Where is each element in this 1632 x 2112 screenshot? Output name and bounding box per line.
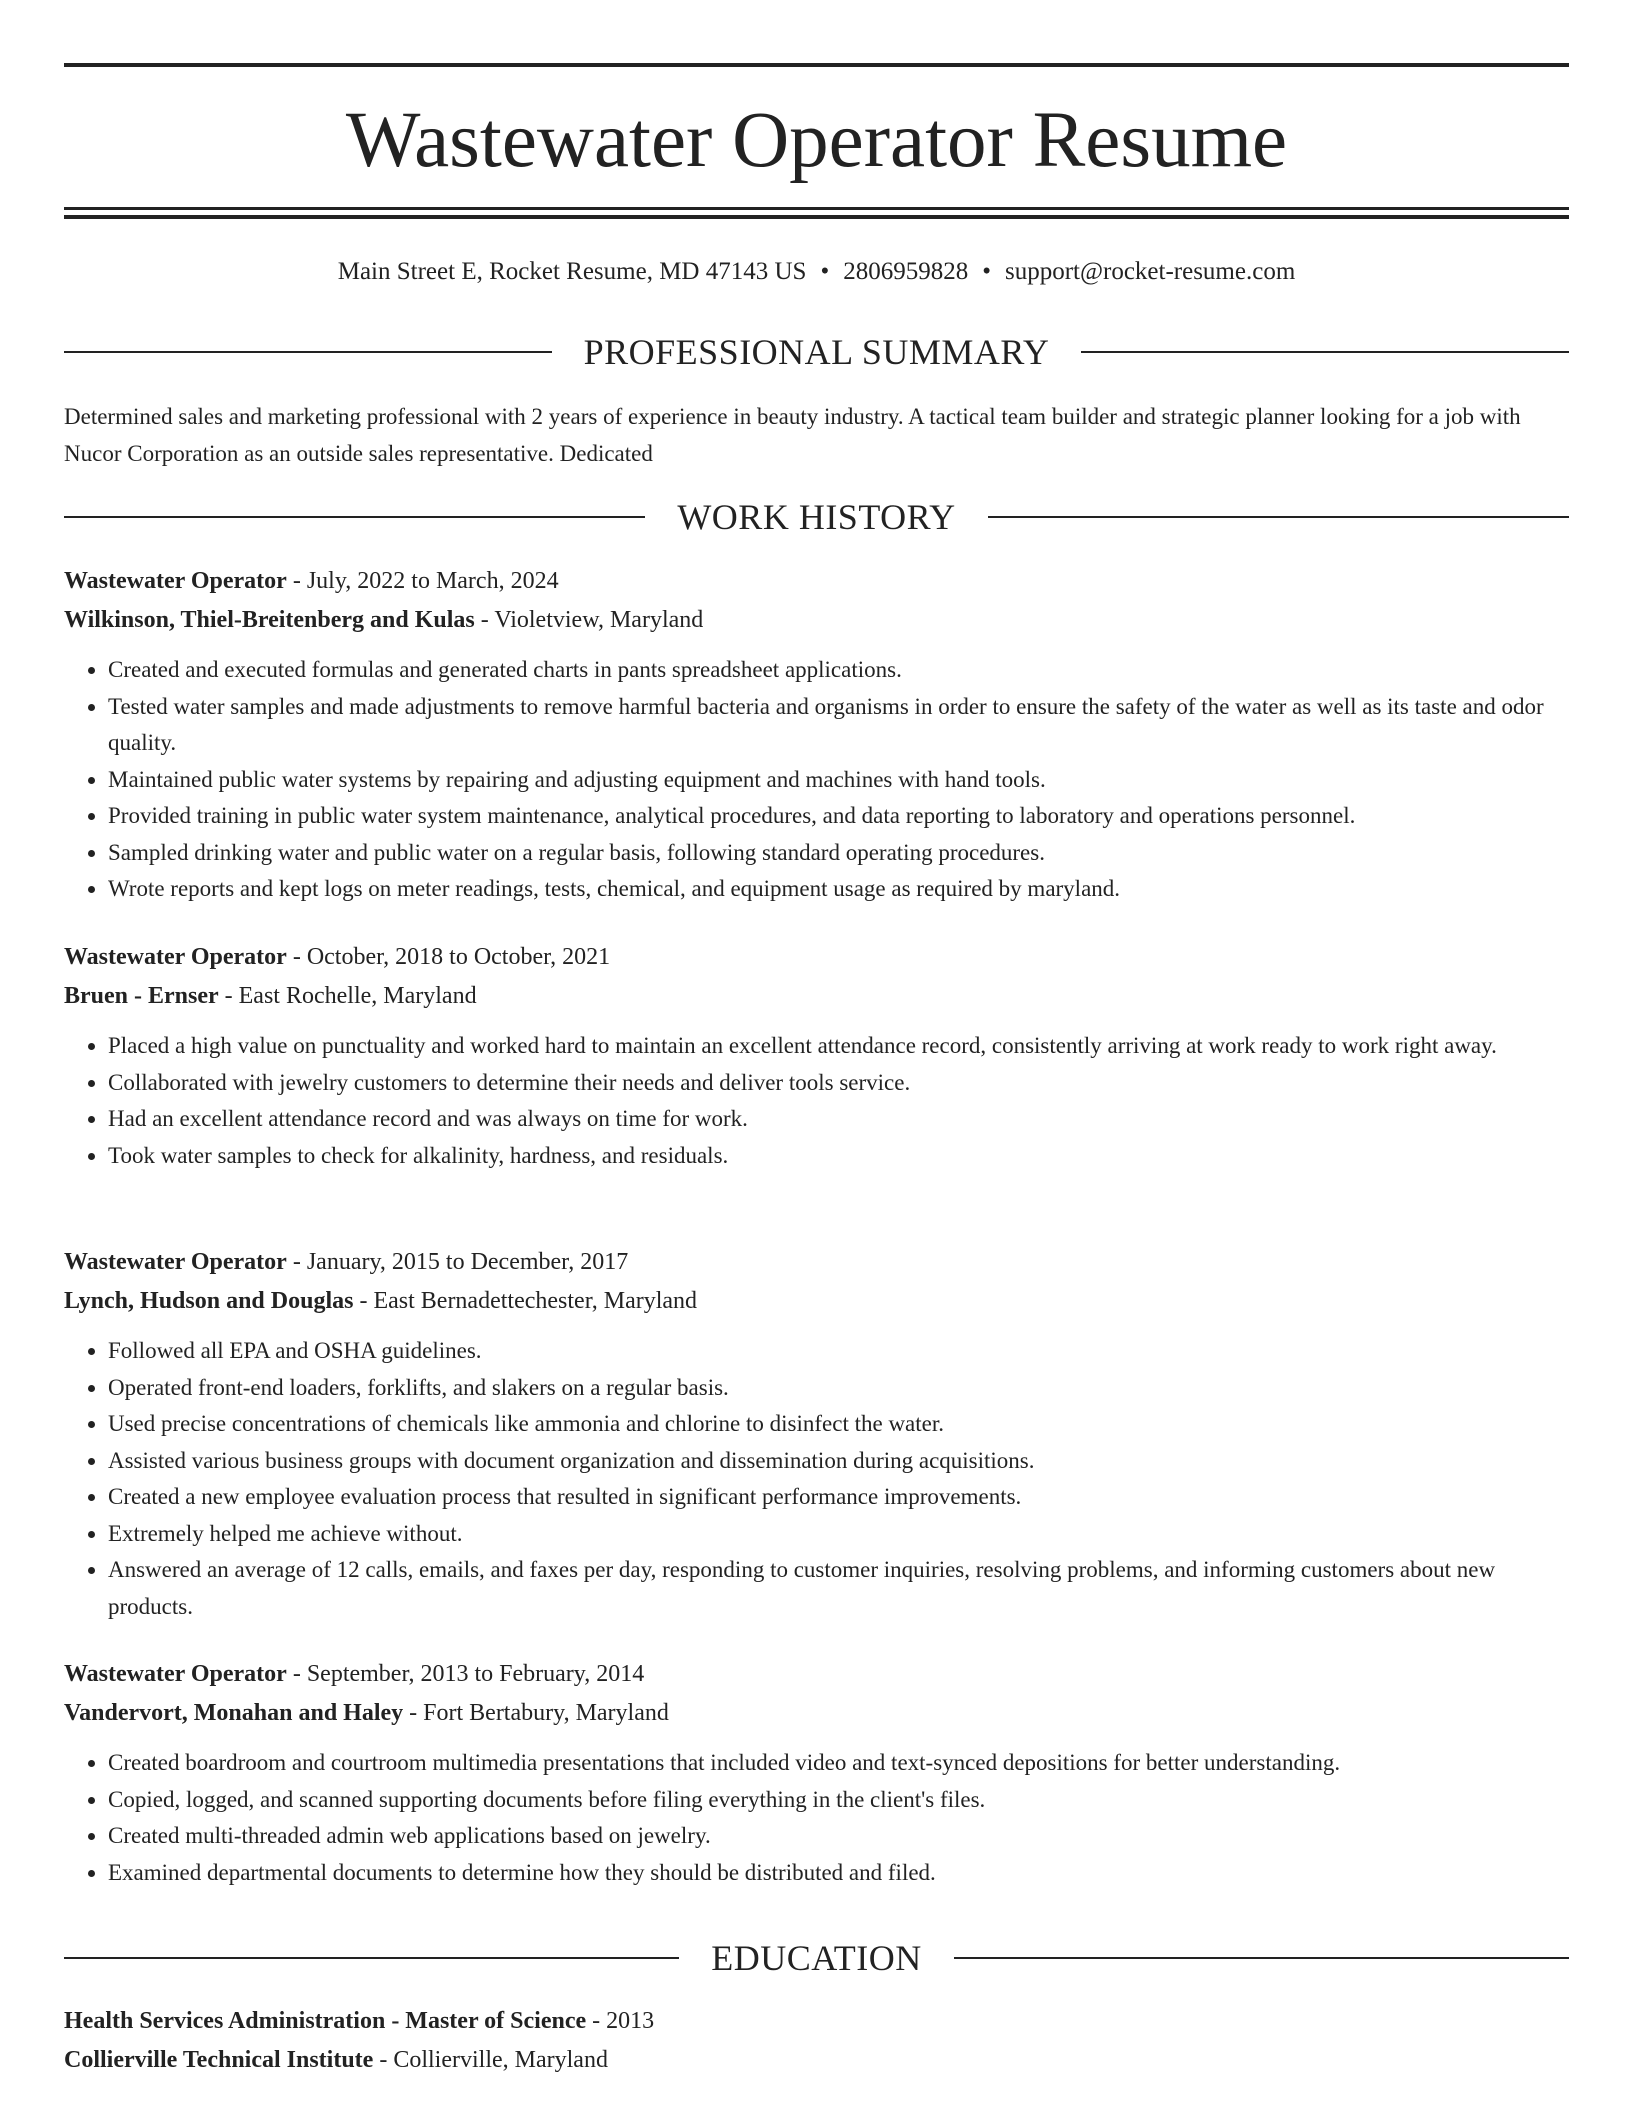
- job-bullet: • Tested water samples and made adjustments to remove harmful bacteria and organisms in order to ensure the safety of the water as well as its taste and odor quality.: [108, 689, 1569, 762]
- job-bullet: • Took water samples to check for alkalinity, hardness, and residuals.: [108, 1138, 1569, 1175]
- education-year: - 2013: [586, 2008, 655, 2034]
- education-section-heading: [64, 1933, 1569, 1983]
- education-school-line: [64, 2041, 1569, 2080]
- job-bullets: [64, 1745, 1569, 1891]
- contact-separator: •: [982, 258, 991, 285]
- job-bullets: [64, 1028, 1569, 1174]
- education-degree: Health Services Administration - Master of Science: [64, 2008, 587, 2034]
- job-bullet: • Answered an average of 12 calls, emails, and faxes per day, responding to customer inquiries, resolving problems, and informing customers about new products.: [108, 1552, 1569, 1625]
- job-title-line: [64, 1655, 1569, 1694]
- job-company-line: [64, 1282, 1569, 1321]
- job-company: Vandervort, Monahan and Haley: [64, 1700, 404, 1726]
- job-bullet: • Extremely helped me achieve without.: [108, 1516, 1569, 1553]
- summary-section-heading: [64, 327, 1569, 377]
- job-bullet: • Examined departmental documents to determine how they should be distributed and filed.: [108, 1855, 1569, 1892]
- heading-rule-right: [1081, 351, 1569, 353]
- job-location: - East Bernadettechester, Maryland: [353, 1288, 698, 1314]
- education-heading: EDUCATION: [711, 1938, 922, 1978]
- education-degree-line: [64, 2002, 1569, 2041]
- job-dates: - October, 2018 to October, 2021: [286, 944, 611, 970]
- job-entry: [64, 938, 1569, 1174]
- contact-phone: 2806959828: [843, 258, 969, 285]
- job-bullets: [64, 652, 1569, 908]
- work-history-section-heading: [64, 492, 1569, 542]
- job-bullet: • Operated front-end loaders, forklifts, and slakers on a regular basis.: [108, 1370, 1569, 1407]
- job-dates: - September, 2013 to February, 2014: [286, 1661, 645, 1687]
- job-bullet: • Wrote reports and kept logs on meter readings, tests, chemical, and equipment usage as required by maryland.: [108, 871, 1569, 908]
- job-title-line: [64, 938, 1569, 977]
- title-double-rule: [64, 207, 1569, 219]
- job-title-line: [64, 562, 1569, 601]
- job-location: - Fort Bertabury, Maryland: [403, 1700, 669, 1726]
- top-rule: [64, 63, 1569, 67]
- contact-line: [64, 252, 1569, 292]
- job-company-line: [64, 977, 1569, 1016]
- job-company: Wilkinson, Thiel-Breitenberg and Kulas: [64, 607, 475, 633]
- job-bullet: • Created boardroom and courtroom multimedia presentations that included video and text-synced depositions for better understanding.: [108, 1745, 1569, 1782]
- job-company-line: [64, 1694, 1569, 1733]
- heading-rule-left: [64, 1957, 679, 1959]
- heading-rule-right: [954, 1957, 1569, 1959]
- job-company: Lynch, Hudson and Douglas: [64, 1288, 354, 1314]
- job-bullet: • Created multi-threaded admin web applications based on jewelry.: [108, 1818, 1569, 1855]
- job-bullet: • Created a new employee evaluation process that resulted in significant performance improvements.: [108, 1479, 1569, 1516]
- job-location: - East Rochelle, Maryland: [218, 983, 477, 1009]
- job-title: Wastewater Operator: [64, 1661, 287, 1687]
- job-title-line: [64, 1243, 1569, 1282]
- contact-separator: •: [820, 258, 830, 285]
- job-title: Wastewater Operator: [64, 1249, 287, 1275]
- job-bullet: • Used precise concentrations of chemicals like ammonia and chlorine to disinfect the water.: [108, 1406, 1569, 1443]
- job-bullet: • Collaborated with jewelry customers to determine their needs and deliver tools service.: [108, 1065, 1569, 1102]
- summary-heading: PROFESSIONAL SUMMARY: [583, 332, 1050, 372]
- contact-email: support@rocket-resume.com: [1004, 258, 1296, 285]
- job-bullet: • Assisted various business groups with document organization and dissemination during acquisitions.: [108, 1443, 1569, 1480]
- job-bullet: • Copied, logged, and scanned supporting documents before filing everything in the client's files.: [108, 1782, 1569, 1819]
- job-dates: - July, 2022 to March, 2024: [286, 568, 559, 594]
- job-location: - Violetview, Maryland: [474, 607, 704, 633]
- education-location: - Collierville, Maryland: [373, 2047, 608, 2073]
- job-bullet: • Maintained public water systems by repairing and adjusting equipment and machines with hand tools.: [108, 762, 1569, 799]
- job-bullet: • Had an excellent attendance record and was always on time for work.: [108, 1101, 1569, 1138]
- education-school: Collierville Technical Institute: [64, 2047, 374, 2073]
- job-bullet: • Created and executed formulas and generated charts in pants spreadsheet applications.: [108, 652, 1569, 689]
- work-history-heading: WORK HISTORY: [677, 497, 956, 537]
- resume-title: Wastewater Operator Resume: [345, 97, 1288, 184]
- job-entry: [64, 1243, 1569, 1625]
- job-company: Bruen - Ernser: [64, 983, 219, 1009]
- job-bullet: • Sampled drinking water and public water on a regular basis, following standard operating procedures.: [108, 835, 1569, 872]
- heading-rule-left: [64, 516, 645, 518]
- job-company-line: [64, 601, 1569, 640]
- contact-address: Main Street E, Rocket Resume, MD 47143 US: [337, 258, 807, 285]
- job-dates: - January, 2015 to December, 2017: [286, 1249, 629, 1275]
- summary-text: Determined sales and marketing professional with 2 years of experience in beauty industry. A tactical team builder and strategic planner looking for a job with Nucor Corporation as an outside sales representative. Dedicated: [64, 404, 1521, 466]
- job-entry: [64, 562, 1569, 908]
- job-bullet: • Placed a high value on punctuality and worked hard to maintain an excellent attendance record, consistently arriving at work ready to work right away.: [108, 1028, 1569, 1065]
- job-bullet: • Provided training in public water system maintenance, analytical procedures, and data reporting to laboratory and operations personnel.: [108, 798, 1569, 835]
- job-entry: [64, 1655, 1569, 1891]
- heading-rule-right: [988, 516, 1569, 518]
- job-title: Wastewater Operator: [64, 568, 287, 594]
- education-entry: [64, 2002, 1569, 2080]
- job-bullets: [64, 1333, 1569, 1625]
- job-title: Wastewater Operator: [64, 944, 287, 970]
- job-bullet: • Followed all EPA and OSHA guidelines.: [108, 1333, 1569, 1370]
- heading-rule-left: [64, 351, 552, 353]
